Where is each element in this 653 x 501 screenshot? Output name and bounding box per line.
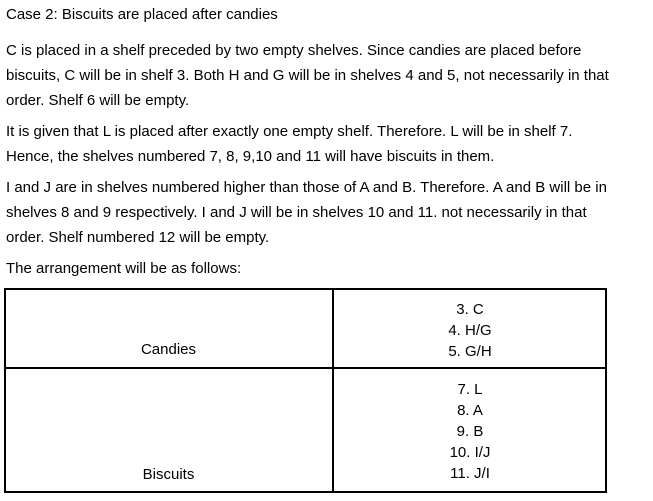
arrangement-intro: The arrangement will be as follows: <box>6 260 242 277</box>
shelf-item: 10. I/J <box>449 444 491 461</box>
shelf-item: 4. H/G <box>448 322 492 339</box>
paragraph-1-line-2: biscuits, C will be in shelf 3. Both H and G will be in shelves 4 and 5, not necessarily in that <box>6 67 609 84</box>
items-cell <box>334 289 606 367</box>
paragraph-shelf-l <box>6 119 646 169</box>
paragraph-shelf-ij <box>6 175 646 250</box>
table-row-candies <box>5 289 606 369</box>
category-cell <box>5 289 334 367</box>
paragraph-1-line-1: C is placed in a shelf preceded by two empty shelves. Since candies are placed before <box>6 42 582 59</box>
paragraph-shelf-c <box>6 38 646 113</box>
shelf-list-candies <box>334 299 606 362</box>
table-row-biscuits <box>5 369 606 492</box>
items-cell <box>334 369 606 492</box>
category-label-candies: Candies <box>140 341 197 358</box>
shelf-item: 8. A <box>457 402 483 419</box>
shelf-item: 7. L <box>457 381 483 398</box>
shelf-item: 3. C <box>456 301 484 318</box>
paragraph-2-line-1: It is given that L is placed after exactly one empty shelf. Therefore. L will be in shelf 7. <box>6 123 573 140</box>
paragraph-3-line-3: order. Shelf numbered 12 will be empty. <box>6 229 270 246</box>
paragraph-3-line-1: I and J are in shelves numbered higher than those of A and B. Therefore. A and B will be in <box>6 179 607 196</box>
category-label-biscuits: Biscuits <box>142 466 195 483</box>
paragraph-2-line-2: Hence, the shelves numbered 7, 8, 9,10 and 11 will have biscuits in them. <box>6 148 495 165</box>
shelf-item: 11. J/I <box>450 465 490 482</box>
shelf-item: 9. B <box>456 423 484 440</box>
arrangement-table <box>4 288 607 493</box>
shelf-item: 5. G/H <box>448 343 492 360</box>
shelf-list-biscuits <box>334 379 606 484</box>
category-cell <box>5 369 334 492</box>
case-heading: Case 2: Biscuits are placed after candies <box>6 6 278 23</box>
paragraph-3-line-2: shelves 8 and 9 respectively. I and J will be in shelves 10 and 11. not necessarily in that <box>6 204 587 221</box>
document-body <box>6 0 646 281</box>
paragraph-1-line-3: order. Shelf 6 will be empty. <box>6 92 190 109</box>
